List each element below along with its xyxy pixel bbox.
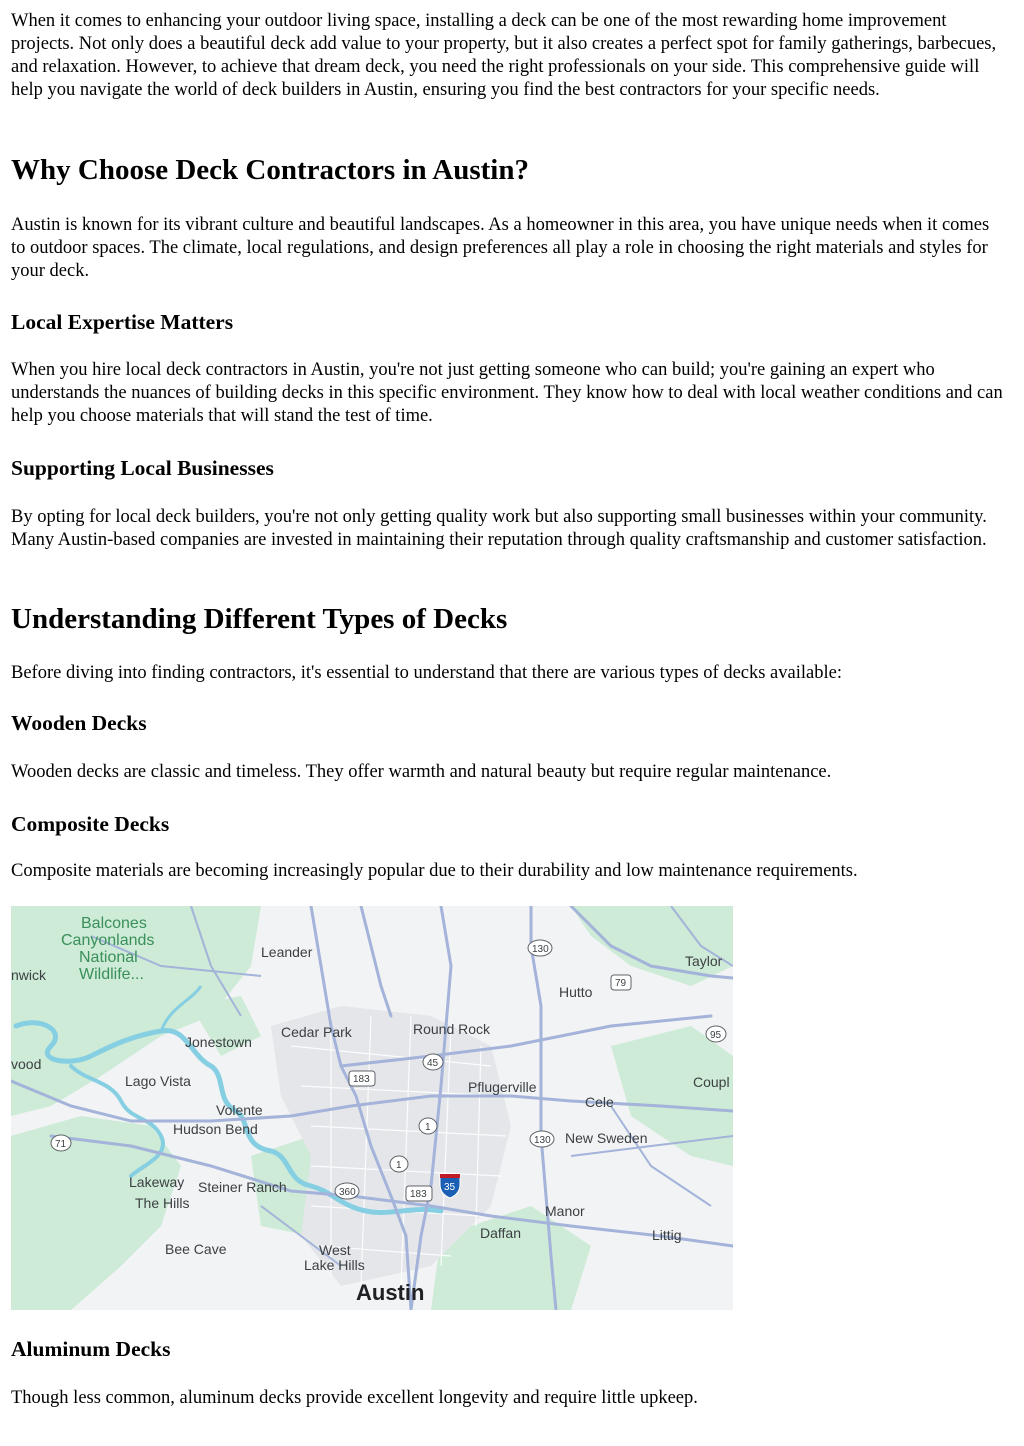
svg-text:95: 95 (710, 1030, 722, 1041)
map-label-steiner-ranch: Steiner Ranch (198, 1179, 287, 1195)
section-paragraph-why-choose: Austin is known for its vibrant culture and beautiful landscapes. As a homeowner in this area, you have unique needs when it comes to outdoor spaces. The climate, local regulations, and design preferences all play a role in choosing the right materials and styles for your deck. (11, 215, 990, 281)
svg-text:130: 130 (532, 944, 549, 955)
map-label-new-sweden: New Sweden (565, 1130, 648, 1146)
map-label-hutto: Hutto (559, 984, 593, 1000)
map-label-national: National (79, 949, 138, 966)
shield-130-south (530, 1131, 554, 1147)
map-label-nwick: nwick (11, 967, 47, 983)
map-label-volente: Volente (216, 1102, 263, 1118)
svg-text:183: 183 (353, 1074, 370, 1085)
map-label-lago-vista: Lago Vista (125, 1073, 191, 1089)
map-label-littig: Littig (652, 1227, 682, 1243)
svg-text:360: 360 (339, 1187, 356, 1198)
map-label-leander: Leander (261, 944, 313, 960)
paragraph-wooden-decks: Wooden decks are classic and timeless. They offer warmth and natural beauty but require regular maintenance. (11, 762, 832, 782)
svg-text:45: 45 (427, 1058, 439, 1069)
shield-130-north (528, 940, 552, 956)
section-paragraph-types-of-decks: Before diving into finding contractors, it's essential to understand that there are various types of decks available: (11, 663, 842, 683)
intro-paragraph: When it comes to enhancing your outdoor living space, installing a deck can be one of the most rewarding home improvement projects. Not only does a beautiful deck add value to your property, but it also creates a perfect spot for family gatherings, barbecues, and relaxation. However, to achieve that dream deck, you need the right professionals on your side. This comprehensive guide will help you navigate the world of deck builders in Austin, ensuring you find the best contractors for your specific needs. (11, 11, 997, 100)
map-canvas (11, 906, 733, 1310)
shield-360 (335, 1183, 359, 1199)
map-label-jonestown: Jonestown (185, 1034, 252, 1050)
map-label-balcones: Balcones (81, 915, 147, 932)
map-label-bee-cave: Bee Cave (165, 1241, 227, 1257)
map-label-lakeway: Lakeway (129, 1174, 185, 1190)
subheading-supporting-local: Supporting Local Businesses (11, 456, 274, 480)
map-label-round-rock: Round Rock (413, 1021, 491, 1037)
paragraph-composite-decks: Composite materials are becoming increasingly popular due to their durability and low maintenance requirements. (11, 861, 858, 881)
section-heading-why-choose: Why Choose Deck Contractors in Austin? (11, 154, 529, 186)
map-label-taylor: Taylor (685, 953, 723, 969)
svg-text:1: 1 (425, 1122, 431, 1133)
svg-text:1: 1 (396, 1160, 402, 1171)
shield-95 (706, 1026, 726, 1042)
paragraph-supporting-local: By opting for local deck builders, you're not only getting quality work but also supporting small businesses within your community. Many Austin-based companies are invested in maintaining their reputation through quality craftsmanship and customer satisfaction. (11, 507, 987, 550)
subheading-local-expertise: Local Expertise Matters (11, 310, 234, 334)
svg-text:35: 35 (444, 1182, 456, 1193)
austin-area-map (11, 906, 733, 1310)
svg-text:183: 183 (410, 1189, 427, 1200)
map-label-pflugerville: Pflugerville (468, 1079, 537, 1095)
shield-79 (611, 975, 631, 990)
shield-1-north (419, 1118, 437, 1134)
map-label-canyonlands: Canyonlands (61, 932, 155, 949)
map-label-daffan: Daffan (480, 1225, 521, 1241)
subheading-composite-decks: Composite Decks (11, 812, 170, 836)
svg-text:79: 79 (615, 978, 627, 989)
map-label-west: West (319, 1242, 351, 1258)
map-label-cele: Cele (585, 1094, 614, 1110)
map-label-austin: Austin (356, 1280, 425, 1305)
map-label-lake-hills: Lake Hills (304, 1257, 365, 1273)
shield-71 (51, 1135, 71, 1151)
shield-183-south (406, 1186, 432, 1201)
shield-183-north (349, 1071, 375, 1086)
shield-45 (423, 1054, 443, 1070)
section-heading-types-of-decks: Understanding Different Types of Decks (11, 603, 508, 635)
subheading-wooden-decks: Wooden Decks (11, 711, 147, 735)
paragraph-aluminum-decks: Though less common, aluminum decks provide excellent longevity and require little upkeep. (11, 1388, 698, 1408)
map-label-coupl: Coupl (693, 1074, 730, 1090)
paragraph-local-expertise: When you hire local deck contractors in Austin, you're not just getting someone who can build; you're gaining an expert who understands the nuances of building decks in this specific environment. They know how to deal with local weather conditions and can help you choose materials that will stand the test of time. (11, 360, 1003, 426)
map-label-vood: vood (11, 1056, 42, 1072)
shield-1-south (390, 1156, 408, 1172)
subheading-aluminum-decks: Aluminum Decks (11, 1337, 171, 1361)
map-label-hudson-bend: Hudson Bend (173, 1121, 258, 1137)
svg-text:130: 130 (534, 1135, 551, 1146)
map-label-the-hills: The Hills (135, 1195, 190, 1211)
map-label-cedar-park: Cedar Park (281, 1024, 352, 1040)
map-label-wildlife: Wildlife... (79, 966, 144, 983)
map-label-manor: Manor (545, 1203, 585, 1219)
svg-text:71: 71 (55, 1139, 67, 1150)
